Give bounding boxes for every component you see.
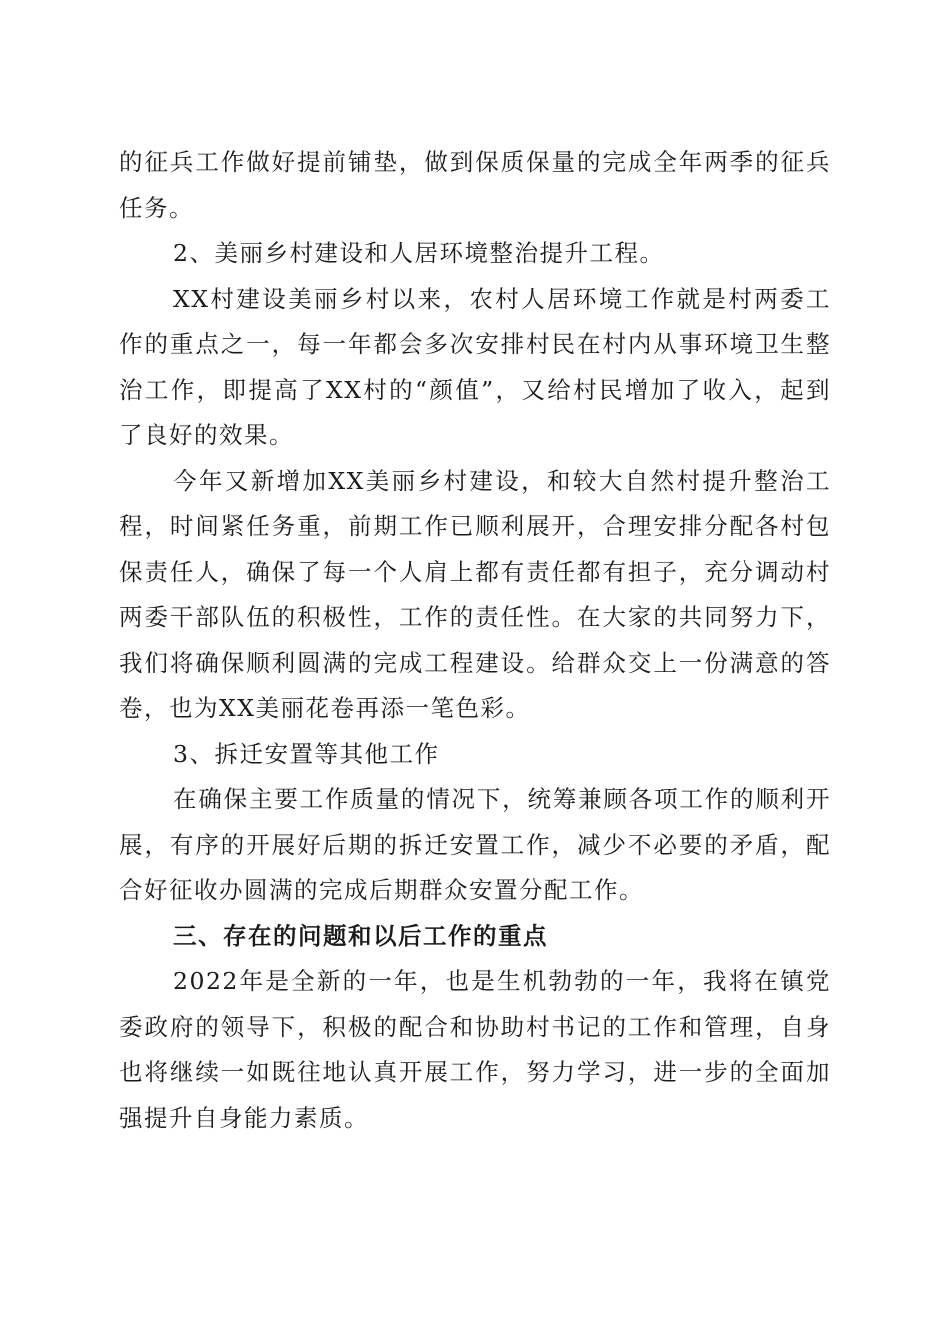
- paragraph-village-environment: XX村建设美丽乡村以来，农村人居环境工作就是村两委工作的重点之一，每一年都会多次安排村民在村内从事环境卫生整治工作，即提高了XX村的“颜值”，又给村民增加了收入，起到了良好的效果。: [119, 284, 831, 449]
- paragraph-continuation: 的征兵工作做好提前铺垫，做到保质保量的完成全年两季的征兵任务。: [119, 148, 831, 222]
- subheading-beautiful-village: 2、美丽乡村建设和人居环境整治提升工程。: [173, 239, 665, 267]
- paragraph-2022-plan: 2022年是全新的一年，也是生机勃勃的一年，我将在镇党委政府的领导下，积极的配合和协助村书记的工作和管理，自身也将继续一如既往地认真开展工作，努力学习，进一步的全面加强提升自身能力素质。: [119, 967, 831, 1132]
- document-body: [119, 140, 831, 1141]
- subheading-relocation: 3、拆迁安置等其他工作: [173, 739, 440, 768]
- paragraph-relocation: 在确保主要工作质量的情况下，统筹兼顾各项工作的顺利开展，有序的开展好后期的拆迁安置工作，减少不必要的矛盾，配合好征收办圆满的完成后期群众安置分配工作。: [119, 785, 831, 904]
- paragraph-new-construction: 今年又新增加XX美丽乡村建设，和较大自然村提升整治工程，时间紧任务重，前期工作已顺利展开，合理安排分配各村包保责任人，确保了每一个人肩上都有责任都有担子，充分调动村两委干部队伍的积极性，工作的责任性。在大家的共同努力下，我们将确保顺利圆满的完成工程建设。给群众交上一份满意的答卷，也为XX美丽花卷再添一笔色彩。: [119, 466, 831, 722]
- section-heading-problems: 三、存在的问题和以后工作的重点: [173, 921, 549, 950]
